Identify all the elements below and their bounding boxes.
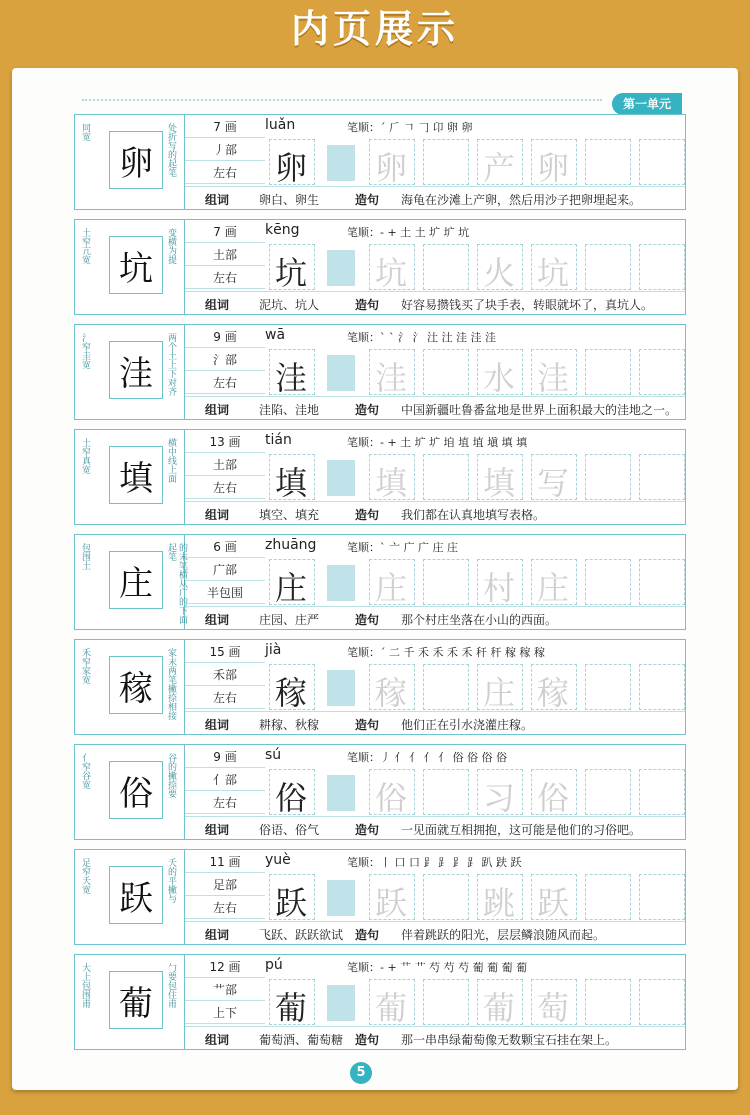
pinyin: wā	[265, 327, 286, 343]
structure-note: 土窄真宽	[80, 438, 90, 474]
practice-cell[interactable]	[639, 664, 685, 710]
stroke-order-sequence: ` ` 氵 氵 汢 汢 洼 洼 洼	[380, 331, 496, 344]
copy-character: 跃	[275, 884, 308, 922]
shade-block	[327, 250, 355, 286]
stroke-count: 6 画	[185, 535, 265, 558]
word-label: 组词	[205, 1033, 230, 1047]
trace-character: 产	[483, 149, 516, 187]
practice-cell[interactable]	[585, 244, 631, 290]
structure: 上下	[185, 1001, 265, 1024]
character-panel	[75, 325, 185, 419]
stroke-order-label: 笔顺：	[347, 121, 380, 134]
practice-grid	[265, 769, 685, 815]
usage-line	[185, 606, 685, 629]
structure: 左右	[185, 266, 265, 289]
practice-cell[interactable]	[423, 139, 469, 185]
character-panel	[75, 535, 185, 629]
sentence-label: 造句	[355, 508, 380, 522]
character-panel	[75, 220, 185, 314]
structure-note: 同宽	[80, 123, 90, 141]
trace-character: 卵	[375, 149, 408, 187]
usage-line	[185, 396, 685, 419]
stroke-order	[347, 329, 496, 345]
stroke-order-sequence: ` 亠 广 广 庄 庄	[380, 541, 458, 554]
stroke-order-label: 笔顺：	[347, 226, 380, 239]
trace-character: 水	[483, 359, 516, 397]
usage-line	[185, 711, 685, 734]
structure: 左右	[185, 371, 265, 394]
example-sentence: 海龟在沙滩上产卵，然后用沙子把卵埋起来。	[401, 193, 642, 207]
practice-grid	[265, 244, 685, 290]
practice-cell[interactable]	[423, 769, 469, 815]
practice-cell[interactable]	[423, 664, 469, 710]
pinyin: kēng	[265, 222, 300, 238]
character-row	[74, 429, 686, 525]
structure-note: 亻窄谷宽	[80, 753, 90, 789]
page-number: 5	[350, 1062, 372, 1084]
trace-character: 写	[537, 464, 570, 502]
model-character: 坑	[109, 236, 163, 294]
structure: 左右	[185, 161, 265, 184]
word-label: 组词	[205, 403, 230, 417]
trace-character: 坑	[537, 254, 570, 292]
word-label: 组词	[205, 928, 230, 942]
trace-character: 庄	[537, 569, 570, 607]
shade-block	[327, 565, 355, 601]
trace-character: 俗	[375, 779, 408, 817]
shade-block	[327, 880, 355, 916]
practice-cell[interactable]	[639, 349, 685, 395]
shade-block	[327, 985, 355, 1021]
practice-cell[interactable]	[585, 559, 631, 605]
example-sentence: 好容易攒钱买了块手表，转眼就坏了，真坑人。	[401, 298, 654, 312]
practice-cell[interactable]	[639, 244, 685, 290]
trace-character: 跃	[537, 884, 570, 922]
writing-tip: 处折写的起笔	[166, 123, 176, 177]
writing-tip: 勹要包住甫	[166, 963, 176, 1008]
practice-cell[interactable]	[585, 874, 631, 920]
example-sentence: 他们正在引水浇灌庄稼。	[401, 718, 534, 732]
example-words: 葡萄酒、葡萄糖	[259, 1033, 344, 1047]
stroke-order-sequence: 丿 亻 亻 亻 亻 俗 俗 俗 俗	[380, 751, 507, 764]
practice-cell[interactable]	[423, 454, 469, 500]
model-character: 跃	[109, 866, 163, 924]
practice-cell[interactable]	[423, 244, 469, 290]
radical: 丿部	[185, 138, 265, 161]
writing-tip: 两个土上下对齐	[166, 333, 176, 396]
trace-character: 火	[483, 254, 516, 292]
trace-character: 葡	[483, 989, 516, 1027]
trace-character: 填	[483, 464, 516, 502]
word-label: 组词	[205, 718, 230, 732]
word-label: 组词	[205, 613, 230, 627]
stroke-count: 12 画	[185, 955, 265, 978]
stroke-order	[347, 959, 527, 975]
copy-character: 稼	[275, 674, 308, 712]
practice-cell[interactable]	[639, 454, 685, 500]
character-panel	[75, 955, 185, 1049]
radical: 氵部	[185, 348, 265, 371]
stroke-order-label: 笔顺：	[347, 436, 380, 449]
practice-cell[interactable]	[423, 559, 469, 605]
stroke-count: 13 画	[185, 430, 265, 453]
character-row	[74, 849, 686, 945]
stroke-order-sequence: ´ 二 千 禾 禾 禾 禾 秆 秆 稼 稼 稼	[380, 646, 545, 659]
stroke-count: 11 画	[185, 850, 265, 873]
stroke-count: 9 画	[185, 745, 265, 768]
word-label: 组词	[205, 298, 230, 312]
practice-grid	[265, 349, 685, 395]
practice-grid	[265, 454, 685, 500]
radical: 足部	[185, 873, 265, 896]
example-words: 泥坑、坑人	[259, 298, 320, 312]
shade-block	[327, 775, 355, 811]
trace-character: 洼	[537, 359, 570, 397]
character-row	[74, 534, 686, 630]
practice-grid	[265, 664, 685, 710]
stroke-order-label: 笔顺：	[347, 961, 380, 974]
sentence-label: 造句	[355, 823, 380, 837]
copy-character: 坑	[275, 254, 308, 292]
stroke-order	[347, 854, 521, 870]
writing-tip: 夭的平撇与	[166, 858, 176, 903]
pinyin: luǎn	[265, 117, 296, 133]
stroke-order-sequence: - + 土 土 圹 圹 坑	[380, 226, 470, 239]
structure-note: 足窄夭宽	[80, 858, 90, 894]
structure: 左右	[185, 476, 265, 499]
structure: 半包围	[185, 581, 265, 604]
structure: 左右	[185, 791, 265, 814]
stroke-order-sequence: - + 土 圹 圹 垍 埴 埴 塡 填 填	[380, 436, 528, 449]
writing-tip: 的末笔横从广的下面起笔	[166, 543, 187, 624]
practice-cell[interactable]	[585, 769, 631, 815]
model-character: 洼	[109, 341, 163, 399]
radical: 土部	[185, 243, 265, 266]
radical: 广部	[185, 558, 265, 581]
character-row	[74, 219, 686, 315]
trace-character: 卵	[537, 149, 570, 187]
sentence-label: 造句	[355, 1033, 380, 1047]
practice-cell[interactable]	[585, 349, 631, 395]
copy-character: 洼	[275, 359, 308, 397]
stroke-order	[347, 434, 527, 450]
trace-character: 庄	[483, 674, 516, 712]
practice-cell[interactable]	[585, 979, 631, 1025]
stroke-order-label: 笔顺：	[347, 646, 380, 659]
stroke-order	[347, 539, 458, 555]
model-character: 填	[109, 446, 163, 504]
example-sentence: 伴着跳跃的阳光，层层鳞浪随风而起。	[401, 928, 606, 942]
pinyin: zhuāng	[265, 537, 317, 553]
model-character: 庄	[109, 551, 163, 609]
sentence-label: 造句	[355, 298, 380, 312]
sentence-label: 造句	[355, 718, 380, 732]
stroke-order	[347, 224, 469, 240]
copy-character: 俗	[275, 779, 308, 817]
pinyin: pú	[265, 957, 283, 973]
practice-grid	[265, 874, 685, 920]
trace-character: 习	[483, 779, 516, 817]
model-character: 卵	[109, 131, 163, 189]
usage-line	[185, 291, 685, 314]
sentence-label: 造句	[355, 193, 380, 207]
stroke-order-label: 笔顺：	[347, 541, 380, 554]
example-sentence: 中国新疆吐鲁番盆地是世界上面积最大的洼地之一。	[401, 403, 678, 417]
sentence-label: 造句	[355, 613, 380, 627]
practice-cell[interactable]	[423, 874, 469, 920]
stroke-order-sequence: ´ 𠂆 𠃍 𠃌 卬 卵 卵	[380, 121, 473, 134]
stroke-order-label: 笔顺：	[347, 331, 380, 344]
stroke-order-sequence: - + 艹 艹 芍 芍 芍 葡 葡 葡 葡	[380, 961, 528, 974]
trace-character: 葡	[375, 989, 408, 1027]
usage-line	[185, 501, 685, 524]
trace-character: 俗	[537, 779, 570, 817]
pinyin: tián	[265, 432, 292, 448]
character-row	[74, 114, 686, 210]
model-character: 葡	[109, 971, 163, 1029]
pinyin: yuè	[265, 852, 291, 868]
character-panel	[75, 745, 185, 839]
radical: 土部	[185, 453, 265, 476]
stroke-order-label: 笔顺：	[347, 856, 380, 869]
example-words: 庄园、庄严	[259, 613, 320, 627]
structure: 左右	[185, 896, 265, 919]
shade-block	[327, 460, 355, 496]
practice-grid	[265, 139, 685, 185]
practice-grid	[265, 979, 685, 1025]
shade-block	[327, 145, 355, 181]
writing-tip: 家末两笔撇捺相接	[166, 648, 176, 720]
model-character: 俗	[109, 761, 163, 819]
character-row	[74, 639, 686, 735]
trace-character: 村	[483, 569, 516, 607]
stroke-order	[347, 644, 545, 660]
stroke-count: 15 画	[185, 640, 265, 663]
radical: 亻部	[185, 768, 265, 791]
example-sentence: 我们都在认真地填写表格。	[401, 508, 546, 522]
pinyin: sú	[265, 747, 282, 763]
practice-cell[interactable]	[639, 979, 685, 1025]
structure: 左右	[185, 686, 265, 709]
character-row	[74, 324, 686, 420]
stroke-order-sequence: 丨 口 口 ⻊ ⻊ ⻊ ⻊ 趴 趺 跃	[380, 856, 522, 869]
practice-cell[interactable]	[639, 874, 685, 920]
usage-line	[185, 1026, 685, 1049]
word-label: 组词	[205, 193, 230, 207]
stroke-count: 9 画	[185, 325, 265, 348]
example-words: 耕稼、秋稼	[259, 718, 320, 732]
character-panel	[75, 850, 185, 944]
radical: 禾部	[185, 663, 265, 686]
banner-title: 内页展示	[290, 7, 459, 51]
practice-cell[interactable]	[639, 139, 685, 185]
trace-character: 坑	[375, 254, 408, 292]
pinyin: jià	[265, 642, 282, 658]
practice-grid	[265, 559, 685, 605]
example-words: 卵白、卵生	[259, 193, 320, 207]
structure-note: 禾窄家宽	[80, 648, 90, 684]
stroke-order	[347, 749, 507, 765]
trace-character: 洼	[375, 359, 408, 397]
example-sentence: 那一串串绿葡萄像无数颗宝石挂在架上。	[401, 1033, 618, 1047]
trace-character: 跳	[483, 884, 516, 922]
character-panel	[75, 115, 185, 209]
example-words: 洼陷、洼地	[259, 403, 320, 417]
structure-note: 氵窄圭宽	[80, 333, 90, 369]
stroke-count: 7 画	[185, 220, 265, 243]
example-words: 飞跃、跃跃欲试	[259, 928, 344, 942]
stroke-count: 7 画	[185, 115, 265, 138]
model-character: 稼	[109, 656, 163, 714]
example-sentence: 一见面就互相拥抱，这可能是他们的习俗吧。	[401, 823, 642, 837]
copy-character: 庄	[275, 569, 308, 607]
character-row	[74, 744, 686, 840]
trace-character: 跃	[375, 884, 408, 922]
practice-cell[interactable]	[639, 769, 685, 815]
unit-tag: 第一单元	[612, 93, 682, 115]
practice-cell[interactable]	[585, 139, 631, 185]
usage-line	[185, 921, 685, 944]
practice-cell[interactable]	[585, 454, 631, 500]
writing-tip: 横中线上面	[166, 438, 176, 483]
practice-cell[interactable]	[585, 664, 631, 710]
practice-cell[interactable]	[423, 349, 469, 395]
shade-block	[327, 355, 355, 391]
stroke-order	[347, 119, 472, 135]
structure-note: 土窄亢宽	[80, 228, 90, 264]
usage-line	[185, 816, 685, 839]
trace-character: 填	[375, 464, 408, 502]
word-label: 组词	[205, 823, 230, 837]
practice-cell[interactable]	[423, 979, 469, 1025]
copy-character: 葡	[275, 989, 308, 1027]
unit-divider	[82, 99, 602, 101]
workbook-page	[12, 68, 738, 1090]
example-words: 填空、填充	[259, 508, 320, 522]
character-panel	[75, 640, 185, 734]
practice-cell[interactable]	[639, 559, 685, 605]
example-sentence: 那个村庄坐落在小山的西面。	[401, 613, 558, 627]
shade-block	[327, 670, 355, 706]
writing-tip: 变横为提	[166, 228, 176, 264]
copy-character: 卵	[275, 149, 308, 187]
character-panel	[75, 430, 185, 524]
example-words: 俗语、俗气	[259, 823, 320, 837]
character-row	[74, 954, 686, 1050]
trace-character: 稼	[375, 674, 408, 712]
structure-note: 大上包围甫	[80, 963, 90, 1008]
radical: 艹部	[185, 978, 265, 1001]
trace-character: 庄	[375, 569, 408, 607]
trace-character: 稼	[537, 674, 570, 712]
copy-character: 填	[275, 464, 308, 502]
stroke-order-label: 笔顺：	[347, 751, 380, 764]
sentence-label: 造句	[355, 928, 380, 942]
trace-character: 萄	[537, 989, 570, 1027]
word-label: 组词	[205, 508, 230, 522]
structure-note: 包围土	[80, 543, 90, 570]
sentence-label: 造句	[355, 403, 380, 417]
writing-tip: 谷的撇捺要	[166, 753, 176, 798]
usage-line	[185, 186, 685, 209]
